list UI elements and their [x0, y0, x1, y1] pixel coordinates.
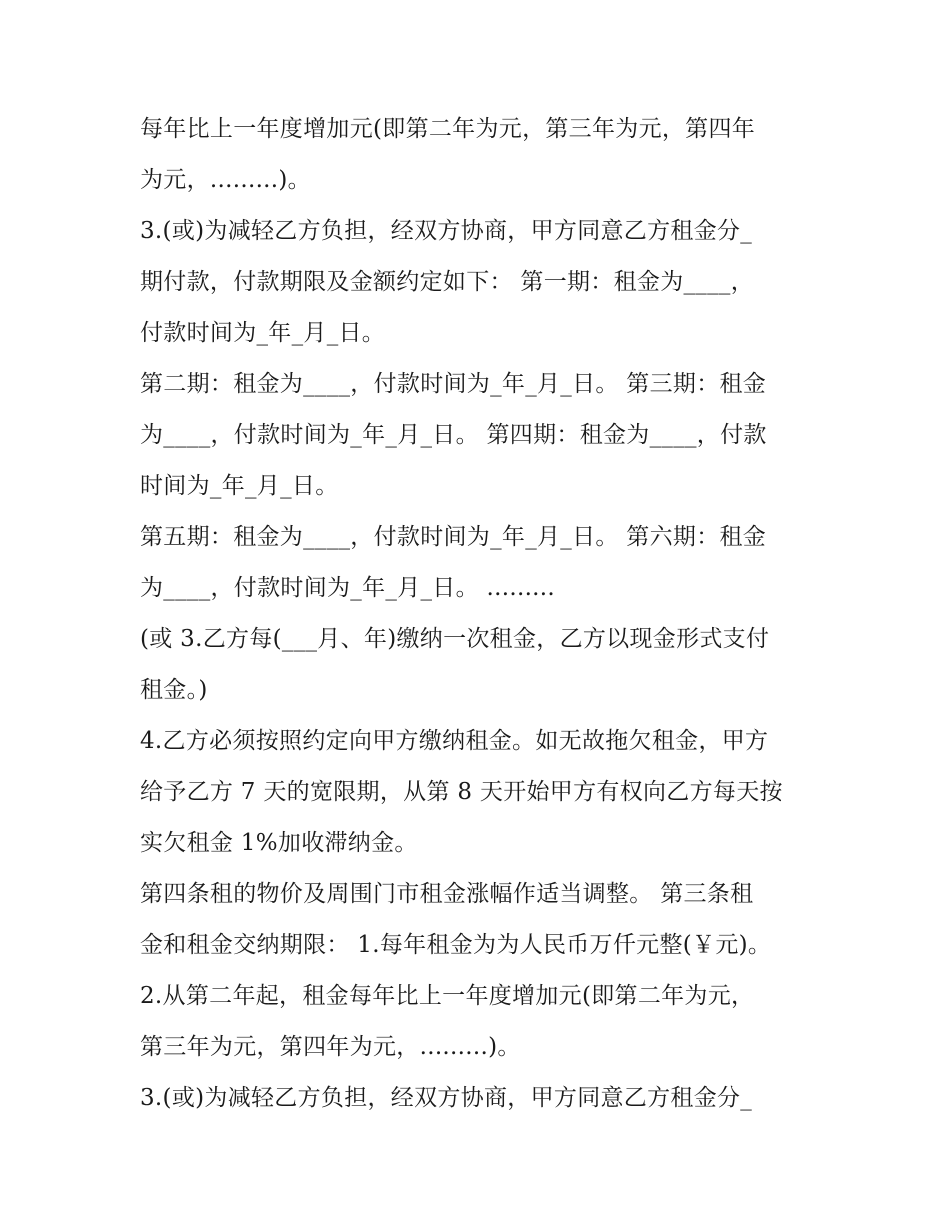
text-line: 给予乙方 7 天的宽限期，从第 8 天开始甲方有权向乙方每天按: [140, 779, 783, 805]
text-line: 为元，.........)。: [140, 167, 311, 193]
text-line: 为____，付款时间为_年_月_日。 .........: [140, 575, 556, 601]
text-line: 实欠租金 1%加收滞纳金。: [140, 830, 418, 856]
text-line: 金和租金交纳期限： 1.每年租金为为人民币万仟元整(￥元)。: [140, 932, 772, 958]
text-line: 每年比上一年度增加元(即第二年为元，第三年为元，第四年: [140, 116, 756, 142]
text-line: 第五期：租金为____，付款时间为_年_月_日。 第六期：租金: [140, 524, 767, 550]
text-line: 付款时间为_年_月_日。: [140, 320, 386, 346]
document-body: [140, 104, 820, 1124]
text-line: 租金。): [140, 677, 208, 703]
text-line: 4.乙方必须按照约定向甲方缴纳租金。如无故拖欠租金，甲方: [140, 728, 769, 754]
text-line: (或 3.乙方每(___月、年)缴纳一次租金，乙方以现金形式支付: [140, 626, 770, 652]
text-line: 3.(或)为减轻乙方负担，经双方协商，甲方同意乙方租金分_: [140, 218, 753, 244]
text-line: 第二期：租金为____，付款时间为_年_月_日。 第三期：租金: [140, 371, 767, 397]
text-line: 第四条租的物价及周围门市租金涨幅作适当调整。 第三条租: [140, 881, 754, 907]
text-line: 时间为_年_月_日。: [140, 473, 339, 499]
text-line: 3.(或)为减轻乙方负担，经双方协商，甲方同意乙方租金分_: [140, 1085, 753, 1111]
text-line: 期付款，付款期限及金额约定如下： 第一期：租金为____，: [140, 269, 755, 295]
text-line: 2.从第二年起，租金每年比上一年度增加元(即第二年为元，: [140, 983, 755, 1009]
text-line: 第三年为元，第四年为元，.........)。: [140, 1034, 521, 1060]
text-line: 为____，付款时间为_年_月_日。 第四期：租金为____，付款: [140, 422, 767, 448]
